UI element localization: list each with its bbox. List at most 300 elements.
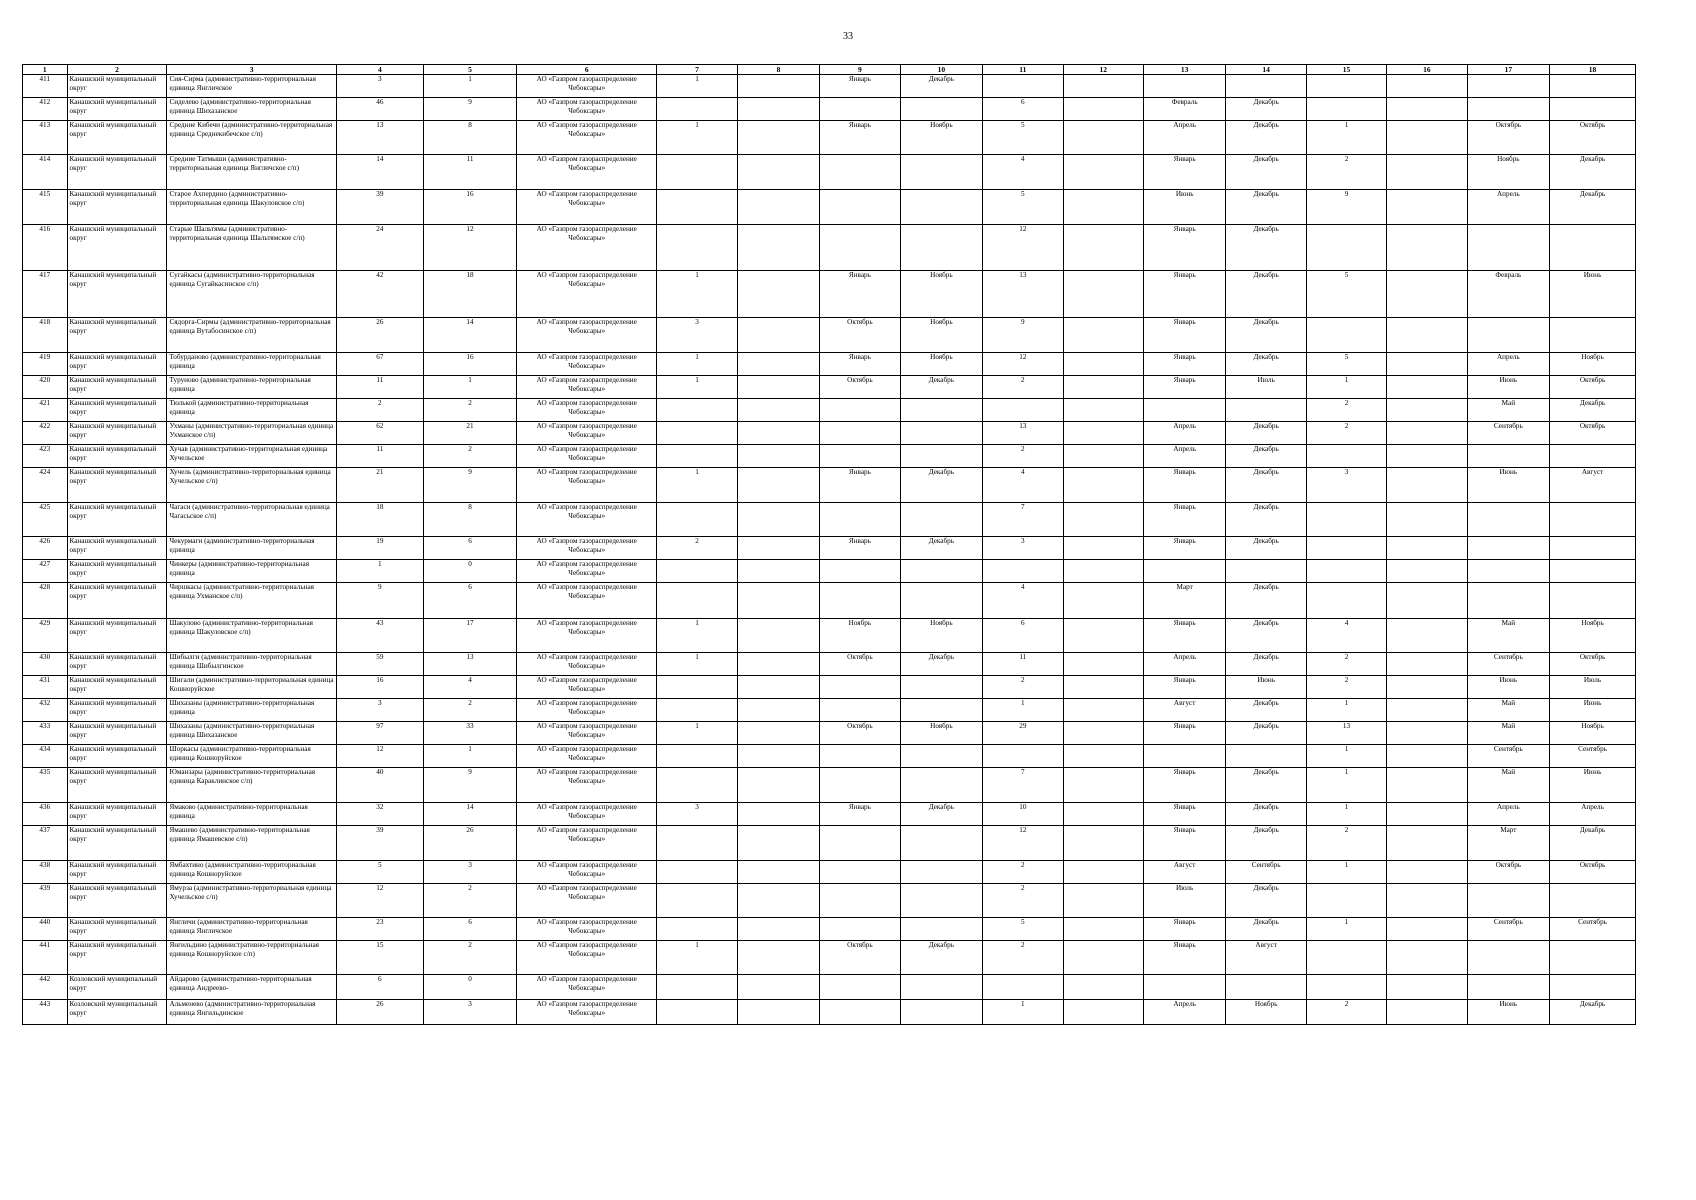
table-cell: Январь <box>820 271 900 318</box>
table-cell <box>900 560 983 583</box>
table-cell <box>1143 399 1226 422</box>
table-cell: 13 <box>1306 722 1386 745</box>
table-cell <box>1550 583 1636 619</box>
table-cell: Декабрь <box>1550 399 1636 422</box>
table-row <box>23 271 1636 318</box>
table-cell: Ноябрь <box>900 271 983 318</box>
table-cell: Ноябрь <box>820 619 900 653</box>
table-cell: Декабрь <box>1226 583 1306 619</box>
table-cell: Альменево (административно-территориальная единица Янгильдинское <box>167 1000 336 1025</box>
table-row <box>23 98 1636 121</box>
table-cell: Январь <box>1143 155 1226 190</box>
table-cell <box>737 768 820 803</box>
table-cell <box>737 121 820 155</box>
table-cell: 21 <box>423 422 516 445</box>
table-cell: Октябрь <box>1550 422 1636 445</box>
table-cell: Канашский муниципальный округ <box>67 399 167 422</box>
table-cell <box>1387 699 1467 722</box>
table-row <box>23 121 1636 155</box>
table-cell: 1 <box>1306 861 1386 884</box>
table-cell: 4 <box>983 583 1063 619</box>
table-cell <box>1387 745 1467 768</box>
table-cell <box>900 155 983 190</box>
table-cell <box>737 190 820 225</box>
table-cell <box>737 884 820 918</box>
table-cell: 439 <box>23 884 68 918</box>
table-cell <box>1226 560 1306 583</box>
table-cell <box>1467 975 1550 1000</box>
table-cell <box>1063 975 1143 1000</box>
table-cell: Шоркасы (административно-территориальная единица Кошноруйское <box>167 745 336 768</box>
table-cell: 26 <box>336 1000 423 1025</box>
table-cell: Август <box>1226 941 1306 975</box>
table-cell: 440 <box>23 918 68 941</box>
table-cell <box>1387 271 1467 318</box>
table-cell: Тобурданово (административно-территориальная единица <box>167 353 336 376</box>
table-cell: 7 <box>983 503 1063 537</box>
table-cell <box>737 271 820 318</box>
table-cell <box>657 768 737 803</box>
table-cell: Март <box>1467 826 1550 861</box>
table-cell: Май <box>1467 768 1550 803</box>
table-cell: 59 <box>336 653 423 676</box>
table-cell: 2 <box>423 445 516 468</box>
table-cell <box>1306 537 1386 560</box>
table-cell: 3 <box>423 1000 516 1025</box>
table-cell: 9 <box>336 583 423 619</box>
table-cell: 0 <box>423 560 516 583</box>
table-cell: Декабрь <box>1550 190 1636 225</box>
table-cell <box>1063 75 1143 98</box>
table-cell <box>900 826 983 861</box>
table-cell: 8 <box>423 121 516 155</box>
table-cell <box>900 98 983 121</box>
table-cell: Январь <box>1143 803 1226 826</box>
table-cell: 33 <box>423 722 516 745</box>
table-cell: Канашский муниципальный округ <box>67 318 167 353</box>
table-cell: Канашский муниципальный округ <box>67 225 167 271</box>
table-cell <box>1063 768 1143 803</box>
table-cell: АО «Газпром газораспределение Чебоксары» <box>517 918 657 941</box>
table-cell: Январь <box>820 353 900 376</box>
table-cell: Канашский муниципальный округ <box>67 619 167 653</box>
table-cell: Декабрь <box>1226 225 1306 271</box>
table-cell <box>1550 225 1636 271</box>
table-cell: 26 <box>423 826 516 861</box>
table-cell: 12 <box>983 826 1063 861</box>
table-row <box>23 768 1636 803</box>
table-cell: Ноябрь <box>1226 1000 1306 1025</box>
column-header: 10 <box>900 65 983 75</box>
column-header: 11 <box>983 65 1063 75</box>
table-cell: АО «Газпром газораспределение Чебоксары» <box>517 399 657 422</box>
table-cell <box>1063 722 1143 745</box>
table-cell: 12 <box>336 745 423 768</box>
table-cell: Канашский муниципальный округ <box>67 376 167 399</box>
table-cell: Чагаси (административно-территориальная единица Чагасьское с/п) <box>167 503 336 537</box>
table-cell: Декабрь <box>900 468 983 503</box>
table-cell: Январь <box>1143 722 1226 745</box>
table-cell <box>657 918 737 941</box>
table-cell: 6 <box>423 918 516 941</box>
table-cell: 6 <box>423 583 516 619</box>
table-cell: Декабрь <box>900 941 983 975</box>
table-cell <box>1063 121 1143 155</box>
table-cell: 6 <box>983 619 1063 653</box>
table-cell: Ноябрь <box>1467 155 1550 190</box>
table-cell <box>820 560 900 583</box>
table-cell <box>1387 583 1467 619</box>
table-cell <box>1387 537 1467 560</box>
table-cell: Юманзары (административно-территориальная единица Караклинское с/п) <box>167 768 336 803</box>
table-cell <box>820 768 900 803</box>
table-cell <box>1550 884 1636 918</box>
table-cell: Сугайкасы (административно-территориальная единица Сугайкасинское с/п) <box>167 271 336 318</box>
table-row <box>23 225 1636 271</box>
table-cell: Июнь <box>1467 376 1550 399</box>
table-cell <box>1063 155 1143 190</box>
table-cell: Июнь <box>1226 676 1306 699</box>
table-cell: Канашский муниципальный округ <box>67 745 167 768</box>
table-cell: 1 <box>1306 745 1386 768</box>
table-cell <box>1387 884 1467 918</box>
table-cell: 9 <box>423 768 516 803</box>
table-cell: Август <box>1143 861 1226 884</box>
table-cell: Апрель <box>1143 1000 1226 1025</box>
table-cell: Декабрь <box>1226 768 1306 803</box>
table-cell <box>737 803 820 826</box>
column-header: 18 <box>1550 65 1636 75</box>
table-cell: АО «Газпром газораспределение Чебоксары» <box>517 722 657 745</box>
table-cell: 413 <box>23 121 68 155</box>
table-cell: 2 <box>983 445 1063 468</box>
table-cell: Июнь <box>1550 271 1636 318</box>
table-cell <box>820 826 900 861</box>
table-row <box>23 699 1636 722</box>
table-cell <box>657 699 737 722</box>
header-row <box>23 65 1636 75</box>
table-cell: Айдарово (административно-территориальная единица Андреево- <box>167 975 336 1000</box>
table-cell <box>1143 75 1226 98</box>
table-cell: Октябрь <box>1467 121 1550 155</box>
table-row <box>23 318 1636 353</box>
table-cell <box>1550 318 1636 353</box>
table-cell <box>1387 376 1467 399</box>
table-cell: 430 <box>23 653 68 676</box>
table-row <box>23 560 1636 583</box>
table-cell <box>820 98 900 121</box>
table-cell: Декабрь <box>1550 826 1636 861</box>
table-cell: Старые Шальтямы (административно-территориальная единица Шальтямское с/п) <box>167 225 336 271</box>
table-cell: Чекурмаги (административно-территориальная единица <box>167 537 336 560</box>
table-cell: Чинкеры (административно-территориальная единица <box>167 560 336 583</box>
table-cell <box>820 699 900 722</box>
table-cell: 417 <box>23 271 68 318</box>
table-cell: 1 <box>423 376 516 399</box>
table-cell <box>1306 583 1386 619</box>
table-cell <box>737 722 820 745</box>
table-cell <box>1467 445 1550 468</box>
table-cell: 11 <box>336 445 423 468</box>
table-cell: Апрель <box>1143 422 1226 445</box>
table-cell: 5 <box>983 190 1063 225</box>
table-cell: Декабрь <box>1226 803 1306 826</box>
table-cell: Сядорга-Сирмы (административно-территориальная единица Вутабосинское с/п) <box>167 318 336 353</box>
table-cell: 1 <box>657 941 737 975</box>
table-cell: Июнь <box>1467 676 1550 699</box>
table-cell: Июнь <box>1467 468 1550 503</box>
table-cell: АО «Газпром газораспределение Чебоксары» <box>517 155 657 190</box>
table-cell <box>737 503 820 537</box>
table-cell: 1 <box>657 271 737 318</box>
table-cell: 1 <box>423 75 516 98</box>
table-cell: 13 <box>983 422 1063 445</box>
table-cell <box>1387 653 1467 676</box>
table-cell: Канашский муниципальный округ <box>67 676 167 699</box>
table-cell: Канашский муниципальный округ <box>67 583 167 619</box>
table-cell <box>900 503 983 537</box>
table-cell <box>1467 560 1550 583</box>
table-cell <box>820 1000 900 1025</box>
table-cell: АО «Газпром газораспределение Чебоксары» <box>517 190 657 225</box>
table-cell: Декабрь <box>900 653 983 676</box>
column-header: 14 <box>1226 65 1306 75</box>
table-cell: 427 <box>23 560 68 583</box>
table-cell <box>1387 861 1467 884</box>
column-header: 2 <box>67 65 167 75</box>
table-cell: Шихазаны (административно-территориальная единица Шихазанское <box>167 722 336 745</box>
table-cell <box>1063 422 1143 445</box>
table-cell <box>1387 803 1467 826</box>
table-cell: 16 <box>336 676 423 699</box>
table-cell: 435 <box>23 768 68 803</box>
table-cell <box>1063 653 1143 676</box>
table-cell: Декабрь <box>1226 318 1306 353</box>
table-cell: Январь <box>1143 676 1226 699</box>
table-cell: 2 <box>983 861 1063 884</box>
table-cell: АО «Газпром газораспределение Чебоксары» <box>517 560 657 583</box>
table-cell: 423 <box>23 445 68 468</box>
table-cell: 5 <box>1306 353 1386 376</box>
table-cell <box>1226 745 1306 768</box>
table-cell <box>820 190 900 225</box>
table-cell: Декабрь <box>900 803 983 826</box>
table-cell: Козловский муниципальный округ <box>67 1000 167 1025</box>
table-row <box>23 861 1636 884</box>
table-cell: Октябрь <box>820 653 900 676</box>
table-cell <box>737 445 820 468</box>
table-cell: 40 <box>336 768 423 803</box>
column-header: 8 <box>737 65 820 75</box>
table-cell <box>983 560 1063 583</box>
table-cell: АО «Газпром газораспределение Чебоксары» <box>517 975 657 1000</box>
table-cell: 414 <box>23 155 68 190</box>
table-cell: Канашский муниципальный округ <box>67 353 167 376</box>
table-cell: 18 <box>423 271 516 318</box>
table-cell: 1 <box>983 699 1063 722</box>
table-cell: Январь <box>1143 353 1226 376</box>
column-header: 3 <box>167 65 336 75</box>
table-cell: Апрель <box>1467 803 1550 826</box>
table-cell: Старое Ахпердино (административно-территориальная единица Шакуловское с/п) <box>167 190 336 225</box>
table-cell: 436 <box>23 803 68 826</box>
table-cell: 4 <box>983 155 1063 190</box>
table-cell: 1 <box>657 619 737 653</box>
table-cell <box>1387 468 1467 503</box>
table-cell: Март <box>1143 583 1226 619</box>
table-cell: Ноябрь <box>900 318 983 353</box>
table-cell: Апрель <box>1467 353 1550 376</box>
table-cell <box>1387 155 1467 190</box>
table-cell: АО «Газпром газораспределение Чебоксары» <box>517 271 657 318</box>
table-cell: Октябрь <box>1550 376 1636 399</box>
table-row <box>23 503 1636 537</box>
table-cell: Хучав (административно-территориальная единица Хучельское <box>167 445 336 468</box>
table-cell: Канашский муниципальный округ <box>67 560 167 583</box>
table-cell: Февраль <box>1143 98 1226 121</box>
table-cell: 1 <box>1306 918 1386 941</box>
table-cell: 412 <box>23 98 68 121</box>
table-cell: Ямурза (административно-территориальная единица Хучельское с/п) <box>167 884 336 918</box>
table-cell: АО «Газпром газораспределение Чебоксары» <box>517 941 657 975</box>
table-cell: 13 <box>423 653 516 676</box>
table-cell: Янгильдино (административно-территориальная единица Кошноруйское с/п) <box>167 941 336 975</box>
table-cell: 2 <box>657 537 737 560</box>
table-cell: Январь <box>1143 619 1226 653</box>
table-cell <box>1467 318 1550 353</box>
table-cell <box>1550 445 1636 468</box>
table-cell <box>1226 75 1306 98</box>
table-cell: АО «Газпром газораспределение Чебоксары» <box>517 445 657 468</box>
table-cell: Сентябрь <box>1467 745 1550 768</box>
table-cell: АО «Газпром газораспределение Чебоксары» <box>517 376 657 399</box>
table-cell: Канашский муниципальный округ <box>67 121 167 155</box>
table-cell <box>657 155 737 190</box>
table-cell: 9 <box>983 318 1063 353</box>
table-cell: Канашский муниципальный округ <box>67 190 167 225</box>
table-cell: 11 <box>423 155 516 190</box>
table-cell <box>1063 619 1143 653</box>
table-cell <box>737 353 820 376</box>
table-row <box>23 399 1636 422</box>
table-cell: Январь <box>1143 826 1226 861</box>
table-row <box>23 745 1636 768</box>
table-cell: 1 <box>657 653 737 676</box>
table-cell <box>737 376 820 399</box>
table-row <box>23 468 1636 503</box>
table-cell: Декабрь <box>1226 121 1306 155</box>
table-cell: 18 <box>336 503 423 537</box>
table-cell: 13 <box>336 121 423 155</box>
table-cell <box>1063 399 1143 422</box>
table-cell: Канашский муниципальный округ <box>67 75 167 98</box>
table-cell: Апрель <box>1143 445 1226 468</box>
table-cell <box>1387 722 1467 745</box>
table-cell: Декабрь <box>1226 722 1306 745</box>
table-cell: Канашский муниципальный округ <box>67 826 167 861</box>
table-cell <box>820 861 900 884</box>
table-cell: Ноябрь <box>1550 353 1636 376</box>
table-row <box>23 884 1636 918</box>
table-cell: 62 <box>336 422 423 445</box>
table-cell <box>1387 353 1467 376</box>
table-cell: Сентябрь <box>1467 918 1550 941</box>
table-row <box>23 376 1636 399</box>
table-cell: Декабрь <box>1226 918 1306 941</box>
table-row <box>23 445 1636 468</box>
table-cell <box>1063 803 1143 826</box>
table-cell: Январь <box>1143 376 1226 399</box>
table-cell <box>1387 918 1467 941</box>
table-cell: 12 <box>423 225 516 271</box>
table-cell <box>657 503 737 537</box>
table-cell <box>1063 676 1143 699</box>
table-cell: 24 <box>336 225 423 271</box>
table-cell <box>657 445 737 468</box>
table-cell: АО «Газпром газораспределение Чебоксары» <box>517 884 657 918</box>
table-cell: Ноябрь <box>1550 619 1636 653</box>
table-cell: 39 <box>336 826 423 861</box>
table-cell: 422 <box>23 422 68 445</box>
table-cell: Январь <box>1143 768 1226 803</box>
table-cell: 1 <box>1306 699 1386 722</box>
table-cell: 2 <box>1306 155 1386 190</box>
table-cell <box>737 826 820 861</box>
table-cell: Шигали (административно-территориальная единица Кошноруйское <box>167 676 336 699</box>
table-cell <box>900 745 983 768</box>
table-cell: 29 <box>983 722 1063 745</box>
table-cell: 97 <box>336 722 423 745</box>
table-cell: Ямаково (административно-территориальная единица <box>167 803 336 826</box>
table-cell <box>737 583 820 619</box>
table-cell <box>1063 376 1143 399</box>
column-header: 12 <box>1063 65 1143 75</box>
table-cell: 23 <box>336 918 423 941</box>
table-row <box>23 826 1636 861</box>
table-cell: Канашский муниципальный округ <box>67 884 167 918</box>
table-cell: 2 <box>336 399 423 422</box>
column-header: 5 <box>423 65 516 75</box>
table-cell <box>1063 503 1143 537</box>
table-row <box>23 619 1636 653</box>
table-cell <box>1467 225 1550 271</box>
table-cell <box>1387 75 1467 98</box>
table-row <box>23 975 1636 1000</box>
table-cell <box>1063 941 1143 975</box>
table-cell: 12 <box>983 225 1063 271</box>
table-cell: 438 <box>23 861 68 884</box>
table-cell <box>737 155 820 190</box>
table-cell <box>1387 826 1467 861</box>
table-cell: Октябрь <box>820 318 900 353</box>
table-cell: 15 <box>336 941 423 975</box>
table-cell: 4 <box>983 468 1063 503</box>
table-cell: Тюлькой (административно-территориальная единица <box>167 399 336 422</box>
table-cell <box>737 619 820 653</box>
table-cell <box>737 745 820 768</box>
table-cell <box>1387 422 1467 445</box>
table-cell: АО «Газпром газораспределение Чебоксары» <box>517 745 657 768</box>
table-cell <box>820 399 900 422</box>
table-cell <box>983 745 1063 768</box>
table-cell: 14 <box>336 155 423 190</box>
table-cell <box>1467 75 1550 98</box>
table-cell: 425 <box>23 503 68 537</box>
table-cell <box>1467 537 1550 560</box>
table-cell: Январь <box>1143 271 1226 318</box>
table-cell: Ухманы (административно-территориальная единица Ухманское с/п) <box>167 422 336 445</box>
table-cell: Канашский муниципальный округ <box>67 803 167 826</box>
